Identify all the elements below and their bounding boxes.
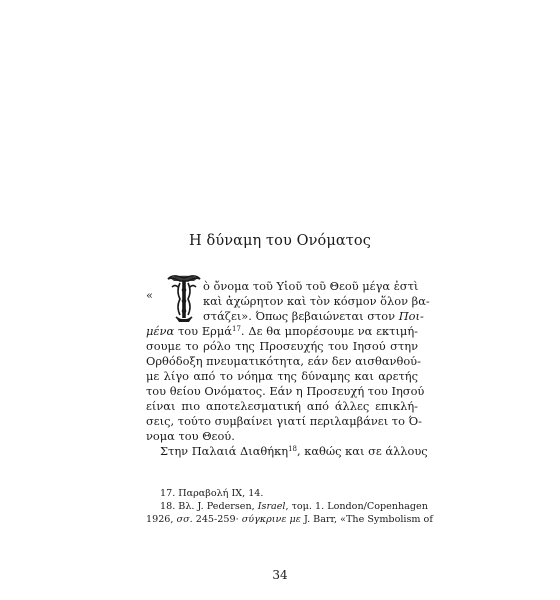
footnote-ref[interactable]: 17 (231, 325, 241, 333)
text-line: σεις, τούτο συμβαίνει γιατί περιλαμβάνει το Ό- (146, 414, 422, 428)
chapter-title: Η δύναμη του Ονόματος (189, 233, 371, 249)
text-span: , καθώς και σε άλλους (296, 444, 428, 458)
italic-title: Israel (257, 501, 286, 512)
footnote-ref[interactable]: 18 (288, 445, 297, 453)
footnote-17: 17. Παραβολή IX, 14. (160, 488, 264, 499)
text-line: είναι πιο αποτελεσματική από άλλες επικλή- (146, 399, 418, 413)
opening-quote-mark: « (146, 288, 153, 302)
text-line: του θείου Ονόματος. Εάν η Προσευχή του Ιησού (146, 384, 425, 398)
page-number: 34 (272, 568, 288, 582)
text-span: , τομ. 1. London/Copenhagen (285, 501, 428, 512)
text-span: του Ερμά (174, 324, 232, 338)
ornamental-dropcap (166, 273, 202, 325)
italic-title: μένα (146, 324, 175, 338)
text-line (160, 444, 428, 458)
text-span: 245-259· (192, 514, 242, 525)
text-line: Ορθόδοξη πνευματικότητα, εάν δεν αισθανθού- (146, 354, 421, 368)
italic-title: Ποι- (398, 309, 424, 323)
italic-abbrev: σύγκρινε με (241, 514, 301, 525)
text-line: με λίγο από το νόημα της δύναμης και αρετής (146, 369, 418, 383)
italic-abbrev: σσ. (176, 514, 193, 525)
text-line (203, 309, 424, 323)
text-line: σουμε το ρόλο της Προσευχής του Ιησού στην (146, 339, 418, 353)
text-span: 1926, (146, 514, 177, 525)
text-span: Στην Παλαιά Διαθήκη (160, 444, 289, 458)
text-line: νομα του Θεού. (146, 429, 235, 443)
text-line (146, 324, 418, 338)
text-span: στάζει». Όπως βεβαιώνεται στον (203, 309, 399, 323)
text-line: ὸ ὄνομα τοῦ Υἱοῦ τοῦ Θεοῦ μέγα ἐστὶ (203, 279, 419, 293)
text-span: 18. Βλ. J. Pedersen, (160, 501, 258, 512)
text-line: καὶ ἀχώρητον καὶ τὸν κόσμον ὅλον βα- (203, 294, 430, 308)
dropcap-tau-ornament (166, 273, 202, 325)
text-span: . Δε θα μπορέσουμε να εκτιμή- (240, 324, 418, 338)
footnote-18-continued (146, 514, 433, 526)
text-span: J. Barr, «The Symbolism of (300, 514, 433, 525)
footnote-18 (160, 501, 428, 513)
